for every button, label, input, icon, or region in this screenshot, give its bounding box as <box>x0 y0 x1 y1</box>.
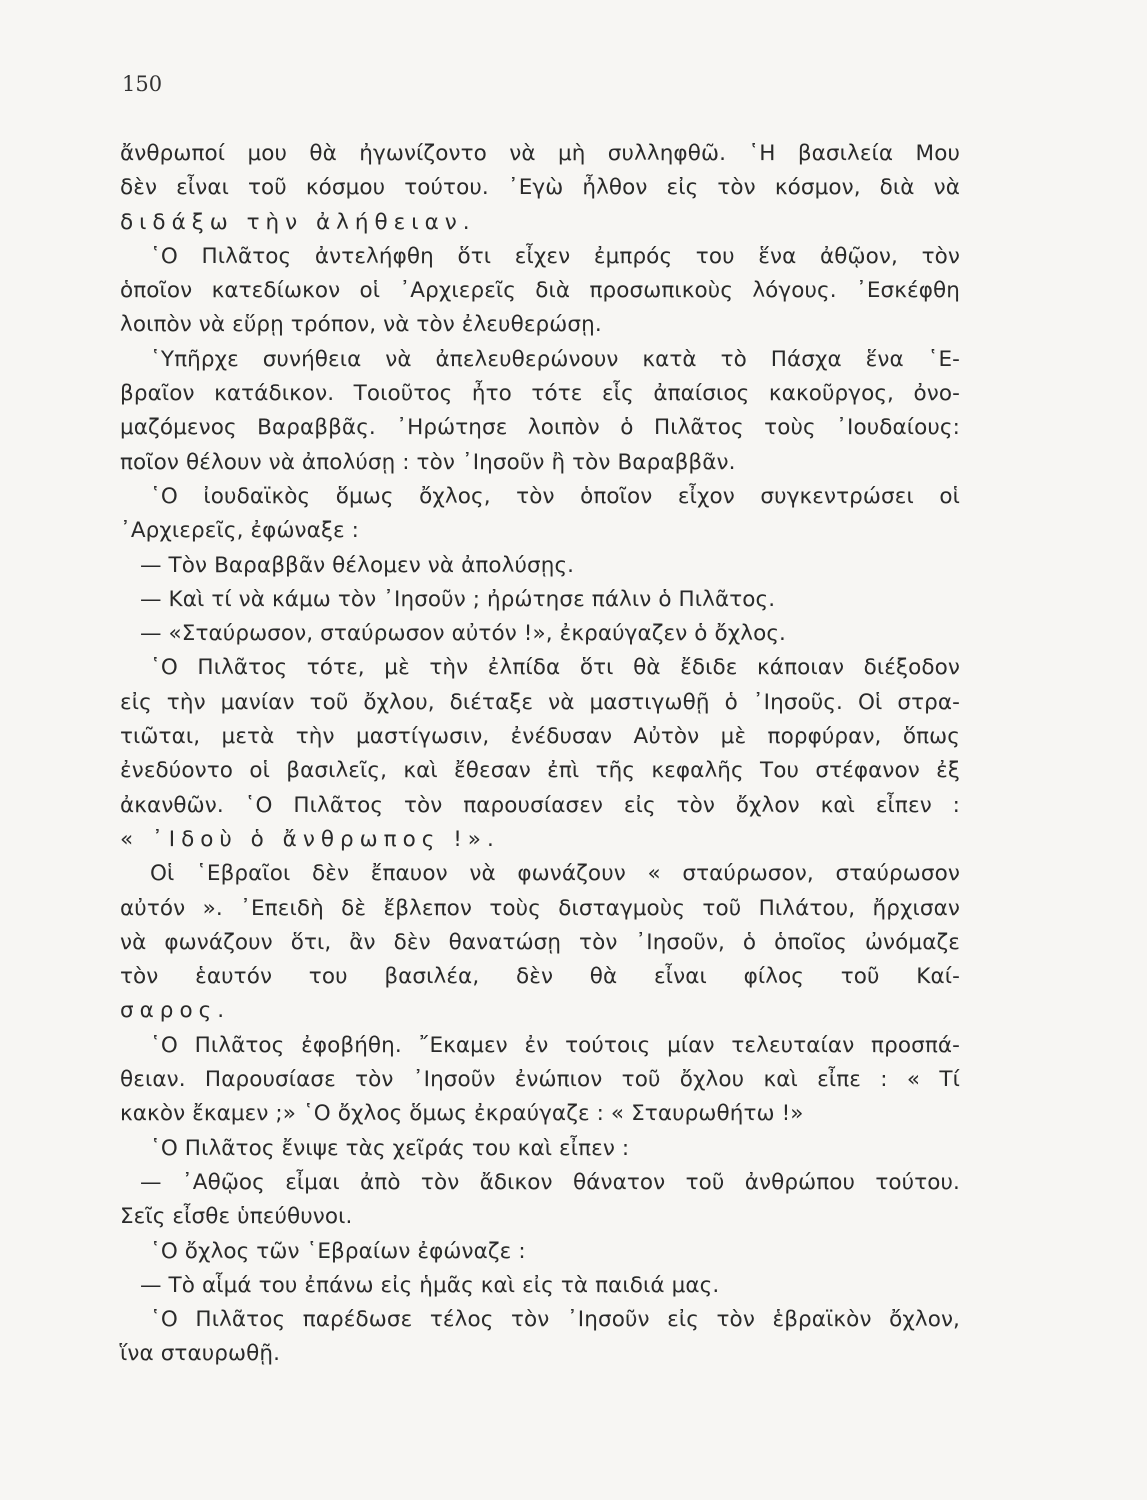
text-line: ἐνεδύοντο οἱ βασιλεῖς, καὶ ἔθεσαν ἐπὶ τῆς κεφαλῆς Του στέφανον ἐξ <box>120 758 960 784</box>
text-line: εἰς τὴν μανίαν τοῦ ὄχλου, διέταξε νὰ μαστιγωθῇ ὁ ᾿Ιησοῦς. Οἱ στρα- <box>120 689 960 715</box>
text-line: θειαν. Παρουσίασε τὸν ᾿Ιησοῦν ἐνώπιον τοῦ ὄχλου καὶ εἶπε : « Τί <box>120 1067 960 1093</box>
text-line: ῾Ο Πιλᾶτος τότε, μὲ τὴν ἐλπίδα ὅτι θὰ ἔδιδε κάποιαν διέξοδον <box>150 655 960 681</box>
text-line: ῾Υπῆρχε συνήθεια νὰ ἀπελευθερώνουν κατὰ τὸ Πάσχα ἕνα ῾Ε- <box>150 346 960 372</box>
text-line: τιῶται, μετὰ τὴν μαστίγωσιν, ἐνέδυσαν Αὐτὸν μὲ πορφύραν, ὅπως <box>120 724 960 750</box>
text-line: μαζόμενος Βαραββᾶς. ᾿Ηρώτησε λοιπὸν ὁ Πιλᾶτος τοὺς ᾿Ιουδαίους: <box>120 415 960 441</box>
text-line: ἵνα σταυρωθῇ. <box>120 1341 281 1367</box>
text-line: λοιπὸν νὰ εὕρῃ τρόπον, νὰ τὸν ἐλευθερώσῃ. <box>120 312 602 338</box>
text-line-emphasis: « ᾿Ιδοὺ ὁ ἄνθρωπος !». <box>120 826 500 852</box>
text-line: ῾Ο Πιλᾶτος παρέδωσε τέλος τὸν ᾿Ιησοῦν εἰς τὸν ἑβραϊκὸν ὄχλον, <box>150 1307 960 1333</box>
text-line: ῾Ο Πιλᾶτος ἐφοβήθη. ῎Εκαμεν ἐν τούτοις μίαν τελευταίαν προσπά- <box>150 1032 960 1058</box>
text-line: ῾Ο Πιλᾶτος ἀντελήφθη ὅτι εἶχεν ἐμπρός του ἕνα ἀθῷον, τὸν <box>150 243 960 269</box>
text-line: τὸν ἑαυτόν του βασιλέα, δὲν θὰ εἶναι φίλος τοῦ Καί- <box>120 964 960 990</box>
text-line: νὰ φωνάζουν ὅτι, ἂν δὲν θανατώσῃ τὸν ᾿Ιησοῦν, ὁ ὁποῖος ὠνόμαζε <box>120 929 960 955</box>
text-line: ῾Ο ἰουδαϊκὸς ὅμως ὄχλος, τὸν ὁποῖον εἶχον συγκεντρώσει οἱ <box>150 483 960 509</box>
text-line: ῾Ο Πιλᾶτος ἔνιψε τὰς χεῖράς του καὶ εἶπεν : <box>150 1135 630 1161</box>
dialogue-line: — «Σταύρωσον, σταύρωσον αὐτόν !», ἐκραύγαζεν ὁ ὄχλος. <box>140 621 786 647</box>
text-line-emphasis: σαρος. <box>120 998 231 1024</box>
page-number: 150 <box>122 72 163 96</box>
dialogue-line: — Καὶ τί νὰ κάμω τὸν ᾿Ιησοῦν ; ἠρώτησε πάλιν ὁ Πιλᾶτος. <box>140 586 776 612</box>
text-line: ᾿Αρχιερεῖς, ἐφώναξε : <box>120 518 360 544</box>
dialogue-line: — Τὸ αἷμά του ἐπάνω εἰς ἡμᾶς καὶ εἰς τὰ παιδιά μας. <box>140 1272 720 1298</box>
text-line: Οἱ ῾Εβραῖοι δὲν ἔπαυον νὰ φωνάζουν « σταύρωσον, σταύρωσον <box>150 861 960 887</box>
text-line: ῾Ο ὄχλος τῶν ῾Εβραίων ἐφώναζε : <box>150 1238 526 1264</box>
text-line: ὁποῖον κατεδίωκον οἱ ᾿Αρχιερεῖς διὰ προσωπικοὺς λόγους. ᾿Εσκέφθη <box>120 278 960 304</box>
text-line: κακὸν ἔκαμεν ;» ῾Ο ὄχλος ὅμως ἐκραύγαζε : « Σταυρωθήτω !» <box>120 1101 804 1127</box>
text-line: ποῖον θέλουν νὰ ἀπολύσῃ : τὸν ᾿Ιησοῦν ἢ τὸν Βαραββᾶν. <box>120 449 736 475</box>
text-line: αὐτόν ». ᾿Επειδὴ δὲ ἔβλεπον τοὺς δισταγμοὺς τοῦ Πιλάτου, ἤρχισαν <box>120 895 960 921</box>
text-line: δὲν εἶναι τοῦ κόσμου τούτου. ᾿Εγὼ ἦλθον εἰς τὸν κόσμον, διὰ νὰ <box>120 175 960 201</box>
dialogue-line: — ᾿Αθῷος εἶμαι ἀπὸ τὸν ἄδικον θάνατον τοῦ ἀνθρώπου τούτου. <box>140 1169 960 1195</box>
text-line-emphasis: διδάξω τὴν ἀλήθειαν. <box>120 209 476 235</box>
text-line: ἄνθρωποί μου θὰ ἠγωνίζοντο νὰ μὴ συλληφθῶ. ῾Η βασιλεία Μου <box>120 141 960 166</box>
dialogue-line: — Τὸν Βαραββᾶν θέλομεν νὰ ἀπολύσῃς. <box>140 552 575 578</box>
body-text <box>120 137 960 1372</box>
text-line: ἀκανθῶν. ῾Ο Πιλᾶτος τὸν παρουσίασεν εἰς τὸν ὄχλον καὶ εἶπεν : <box>120 792 960 818</box>
text-line: βραῖον κατάδικον. Τοιοῦτος ἦτο τότε εἷς ἀπαίσιος κακοῦργος, ὀνο- <box>120 381 960 407</box>
text-line: Σεῖς εἶσθε ὑπεύθυνοι. <box>120 1204 353 1230</box>
